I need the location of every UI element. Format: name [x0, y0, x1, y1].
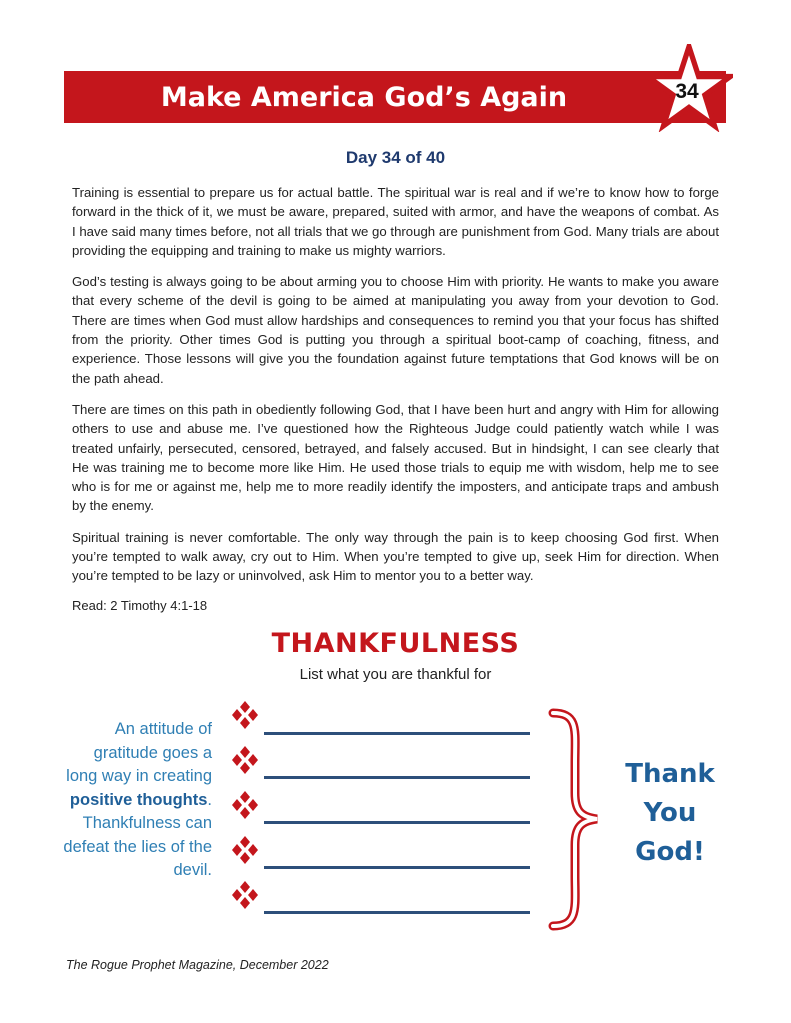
quote-text: . Thankfulness can defeat the lies of the devil.	[63, 790, 212, 879]
paragraph: Training is essential to prepare us for actual battle. The spiritual war is real and if we’re to know how to forge forward in the thick of it, we must be aware, prepared, suited with armor, and have the weapons of combat. As I have said many times before, not all trials that we go through are punishment from God. Many trials are about providing the equipping and training to make us mighty warriors.	[72, 185, 719, 258]
diamond-cluster-icon	[230, 790, 260, 820]
paragraph: God’s testing is always going to be about arming you to choose Him with priority. He wants to make you aware that every scheme of the devil is going to be aimed at manipulating you away from your devotion to God. There are times when God must allow hardships and consequences to remind you that your focus has shifted from the priority. Other times God is putting you through a spiritual boot-camp of coaching, fitness, and experience. Those lessons will give you the foundation against future temptations that God knows will be on the path ahead.	[72, 274, 719, 386]
thankfulness-subtitle: List what you are thankful for	[299, 666, 492, 683]
answer-line[interactable]	[264, 732, 530, 735]
diamond-cluster-icon	[230, 880, 260, 910]
thankfulness-title: THANKFULNESS	[271, 628, 520, 659]
footer-credit: The Rogue Prophet Magazine, December 2022	[66, 958, 329, 972]
answer-line[interactable]	[264, 866, 530, 869]
answer-line[interactable]	[264, 911, 530, 914]
diamond-cluster-icon	[230, 745, 260, 775]
day-number: 34	[675, 80, 699, 103]
thank-you-line: You	[643, 798, 697, 828]
gratitude-quote	[60, 718, 212, 883]
curly-brace-icon	[545, 707, 605, 932]
banner-title: Make America God’s Again	[160, 82, 568, 113]
thank-you-line: God!	[635, 837, 705, 867]
quote-text: An attitude of gratitude goes a long way in creating	[66, 720, 212, 785]
thank-you-line: Thank	[625, 759, 715, 789]
thank-you-god	[610, 755, 730, 872]
title-banner	[64, 71, 726, 123]
paragraph: Spiritual training is never comfortable. The only way through the pain is to keep choosing God first. When you’re tempted to walk away, cry out to Him. When you’re tempted to give up, seek Him for direction. When you’re tempted to be lazy or uninvolved, ask Him to mentor you to a better way.	[72, 529, 719, 584]
devotional-body	[72, 183, 719, 598]
diamond-cluster-icon	[230, 700, 260, 730]
quote-emphasis: positive thoughts	[69, 790, 208, 809]
scripture-reference: Read: 2 Timothy 4:1-18	[72, 598, 208, 613]
diamond-cluster-icon	[230, 835, 260, 865]
paragraph: There are times on this path in obediently following God, that I have been hurt and angry with Him for allowing others to use and abuse me. I’ve questioned how the Righteous Judge could patiently watch while I was treated unfairly, persecuted, censored, betrayed, and falsely accused. But in hindsight, I can see clearly that He was training me to become more like Him. He used those trials to equip me with wisdom, help me to see who is for me or against me, help me to more readily identify the imposters, and anticipate traps and ambush by the enemy.	[72, 401, 719, 514]
answer-line[interactable]	[264, 821, 530, 824]
day-heading: Day 34 of 40	[345, 148, 446, 167]
answer-line[interactable]	[264, 776, 530, 779]
